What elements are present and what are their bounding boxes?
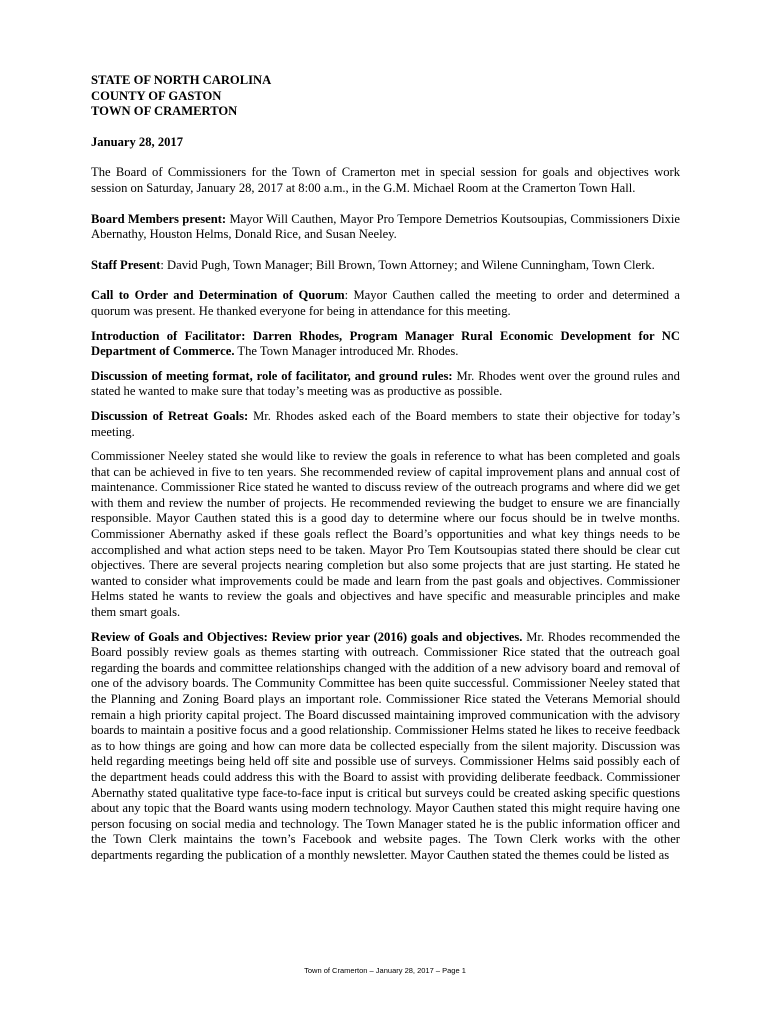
introduction-label: Introduction of Facilitator: Darren Rhodes, Program Manager Rural Economic Development for NC Department of Commerce. <box>91 328 680 359</box>
commissioner-discussion-paragraph: Commissioner Neeley stated she would like to review the goals in reference to what has been completed and goals that can be achieved in five to ten years. She recommended review of capital improvement plans and annual cost of maintenance. Commissioner Rice stated he wanted to discuss review of the outreach programs and where did we get with them and review the number of projects. He recommended reviewing the budget to ensure we are financially responsible. Mayor Cauthen stated this is a good day to determine where our focus should be in twelve months. Commissioner Abernathy asked if these goals reflect the Board’s opportunities and what key things needs to be accomplished and what action steps need to be taken. Mayor Pro Tem Koutsoupias stated there should be clear cut objectives. There are several projects nearing completion but also some projects that are just starting. He stated he wanted to consider what improvements could be made and learn from the past goals and objectives. Commissioner Helms stated he wants to review the goals and objectives and have specific and measurable principles and make them smart goals. <box>91 449 680 620</box>
staff-text: : David Pugh, Town Manager; Bill Brown, Town Attorney; and Wilene Cunningham, Town Clerk. <box>160 257 655 272</box>
heading-state: STATE OF NORTH CAROLINA <box>91 73 272 87</box>
meeting-format-label: Discussion of meeting format, role of facilitator, and ground rules: <box>91 368 453 383</box>
meeting-date: January 28, 2017 <box>91 134 184 149</box>
retreat-goals-text: Mr. Rhodes asked each of the Board members to state their objective for today’s meeting. <box>91 408 681 439</box>
staff-label: Staff Present <box>91 257 161 272</box>
call-to-order-paragraph <box>91 288 680 319</box>
review-goals-paragraph <box>91 630 680 864</box>
introduction-paragraph <box>91 329 680 360</box>
document-heading <box>91 73 680 120</box>
review-goals-label: Review of Goals and Objectives: Review prior year (2016) goals and objectives. <box>91 629 523 644</box>
call-to-order-label: Call to Order and Determination of Quorum <box>91 288 345 303</box>
meeting-format-paragraph <box>91 369 680 400</box>
retreat-goals-paragraph <box>91 409 680 440</box>
document-body <box>91 73 680 864</box>
board-members-label: Board Members present: <box>91 211 227 226</box>
review-goals-text: Mr. Rhodes recommended the Board possibly review goals as themes starting with outreach. Commissioner Rice stated that the outreach goal regarding the boards and committee relationships changed with the addition of a new advisory board and removal of one of the advisory boards. The Community Committee has been quite successful. Commissioner Neeley stated that the Planning and Zoning Board plays an important role. Commissioner Rice stated the Veterans Memorial should remain a high priority capital project. The Board discussed maintaining improved communication with the advisory boards to maintain a positive focus and a good relationship. Commissioner Helms stated he likes to receive feedback as to how things are going and how can more data be collected especially from the silent majority. Discussion was held regarding meetings being held off site and possible use of surveys. Commissioner Helms said possibly each of the department heads could address this with the Board to assist with providing deliberate feedback. Commissioner Abernathy stated qualitative type face-to-face input is critical but surveys could be created asking specific questions about any topic that the Board wants using modern technology. Mayor Cauthen stated this might require having one person focusing on social media and technology. The Town Manager stated he is the public information officer and the Town Clerk maintains the town’s Facebook and website pages. The Town Clerk works with the other departments regarding the publication of a monthly newsletter. Mayor Cauthen stated the themes could be listed as <box>91 629 680 862</box>
retreat-goals-label: Discussion of Retreat Goals: <box>91 408 249 423</box>
heading-town: TOWN OF CRAMERTON <box>91 104 238 119</box>
call-to-order-text: : Mayor Cauthen called the meeting to order and determined a quorum was present. He thanked everyone for being in attendance for this meeting. <box>91 288 680 318</box>
heading-county: COUNTY OF GASTON <box>91 88 222 103</box>
intro-paragraph: The Board of Commissioners for the Town of Cramerton met in special session for goals and objectives work session on Saturday, January 28, 2017 at 8:00 a.m., in the G.M. Michael Room at the Cramerton Town Hall. <box>91 165 680 195</box>
board-members-text: Mayor Will Cauthen, Mayor Pro Tempore Demetrios Koutsoupias, Commissioners Dixie Abernathy, Houston Helms, Donald Rice, and Susan Neeley. <box>91 211 680 242</box>
meeting-format-text: Mr. Rhodes went over the ground rules and stated he wanted to make sure that today’s meeting was as productive as possible. <box>91 368 680 399</box>
introduction-text: The Town Manager introduced Mr. Rhodes. <box>234 344 459 359</box>
page-footer: Town of Cramerton – January 28, 2017 – Page 1 <box>304 966 466 975</box>
board-members-paragraph <box>91 212 680 243</box>
staff-paragraph <box>91 258 680 274</box>
